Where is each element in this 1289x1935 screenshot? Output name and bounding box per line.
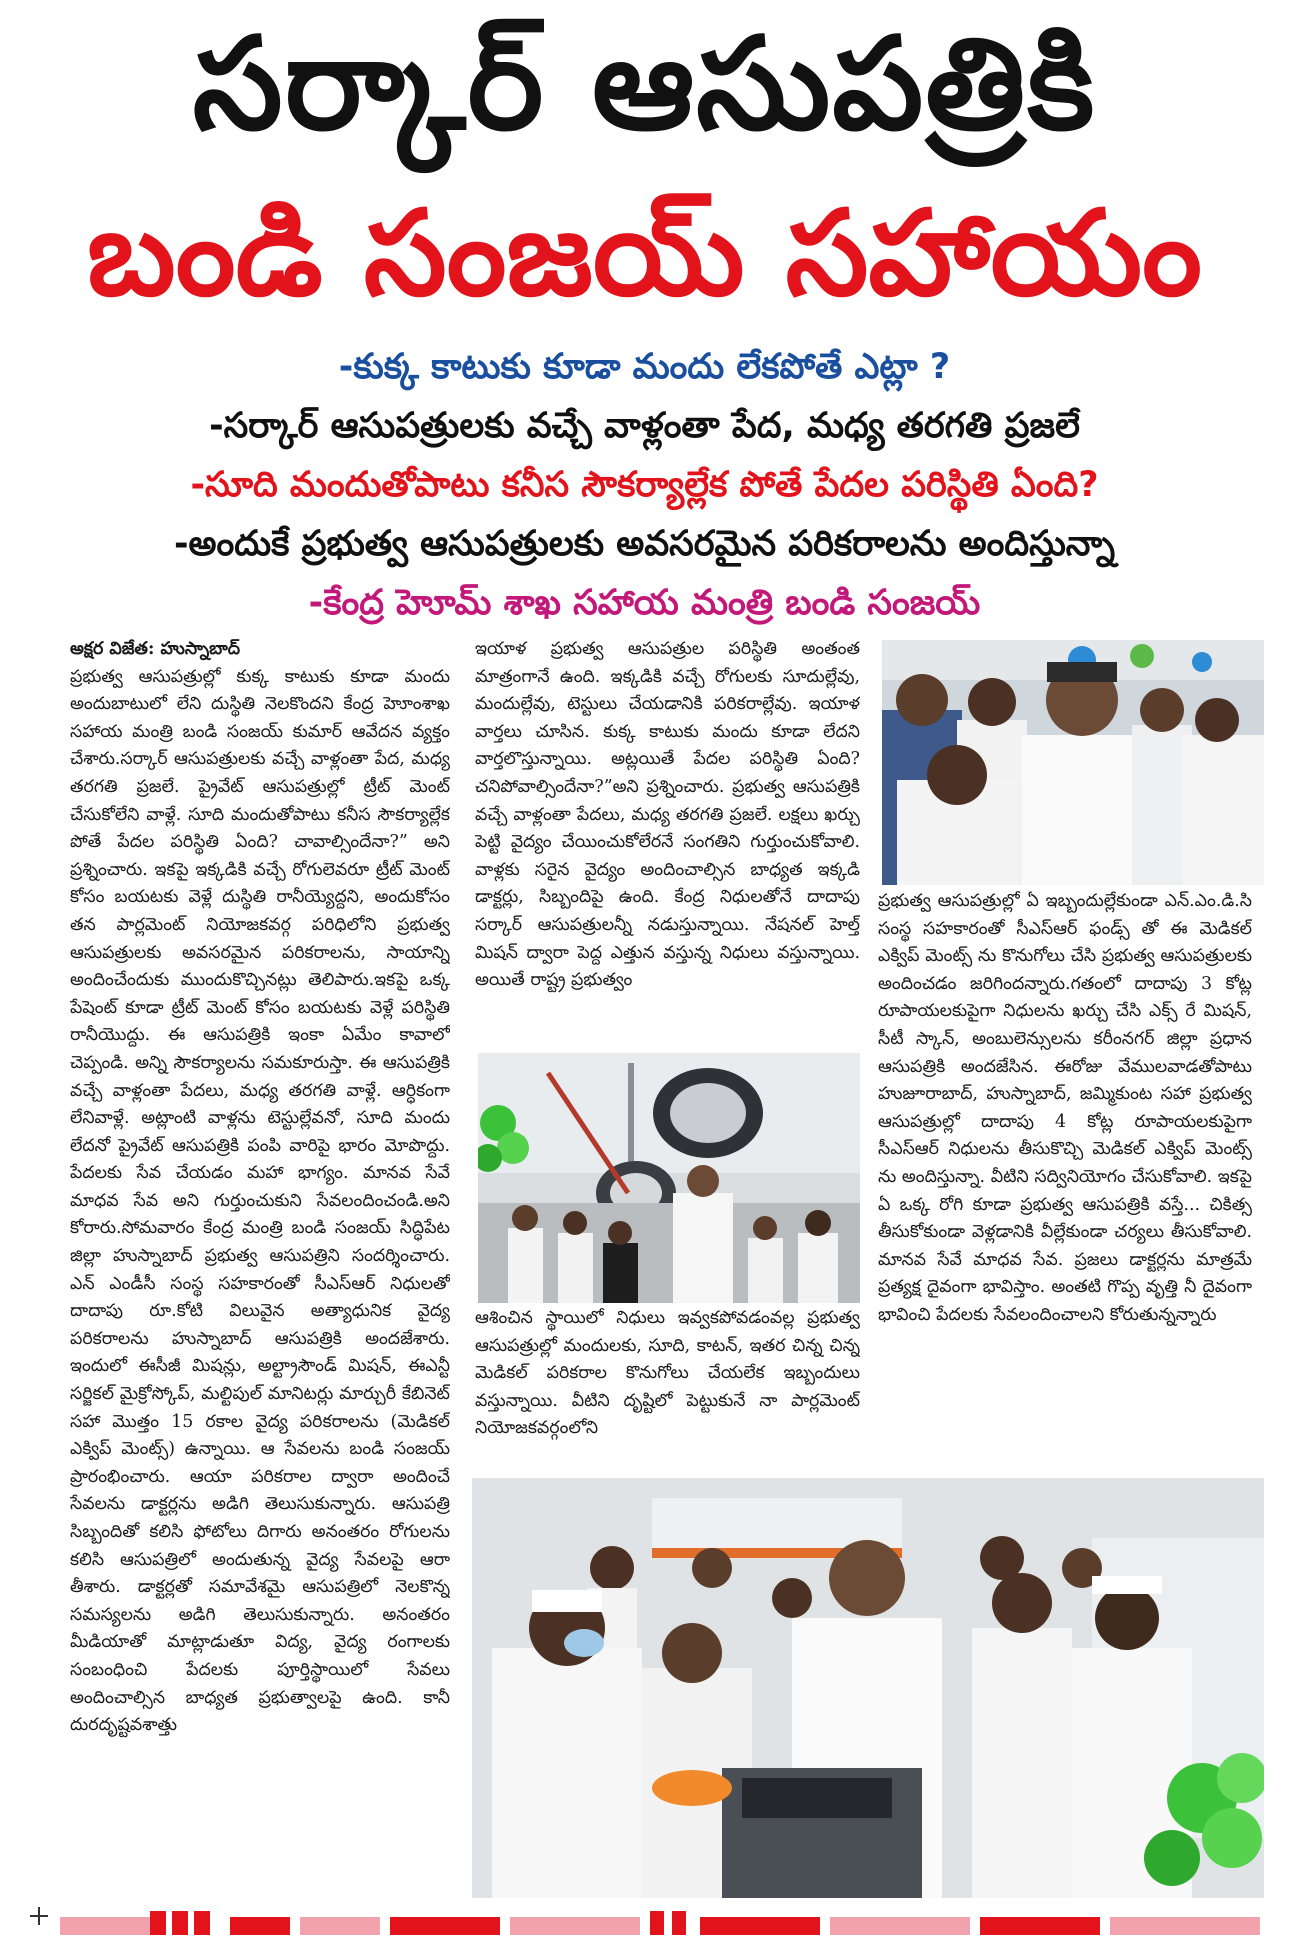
article-column-3-text: ప్రభుత్వ ఆసుపత్రుల్లో ఏ ఇబ్బందుల్లేకుండా ఎన్.ఎం.డి.సి సంస్థ సహకారంతో సీఎస్ఆర్ ఫండ్స్ తో ఈ మెడికల్ ఎక్విప్ మెంట్స్ ను కొనుగోలు చేసి ప్రభుత్వ ఆసుపత్రులకు అందించడం జరిగిందన్నారు.గతంలో దాదాపు 3 కోట్ల రూపాయలకుపైగా నిధులను ఖర్చు చేసి ఎక్స్ రే మిషన్, సీటీ స్కాన్, అంబులెన్సులను కరీంనగర్ జిల్లా ప్రధాన ఆసుపత్రికి అందజేసిన. ఈరోజు వేములవాడతోపాటు హుజూరాబాద్, హుస్నాబాద్, జమ్మికుంట సహా ప్రభుత్వ ఆసుపత్రుల్లో దాదాపు 4 కోట్ల రూపాయలకుపైగా సీఎస్ఆర్ నిధులను తీసుకొచ్చి మెడికల్ ఎక్విప్ మెంట్స్ ను అందిస్తున్నా. వీటిని సద్వినియోగం చేసుకోవాలి. ఇకపై ఏ ఒక్క రోగి కూడా ప్రభుత్వ ఆసుపత్రికి వస్తే... చికిత్స తీసుకోకుండా వెళ్లడానికి వీల్లేకుండా చర్యలు తీసుకోవాలి. మానవ సేవే మాధవ సేవ. ప్రజలు డాక్టర్లను మాత్రమే ప్రత్యక్ష దైవంగా భావిస్తాం. అంతటి గొప్ప వృత్తి నీ దైవంగా భావించి పేదలకు సేవలందించాలని కోరుతున్నన్నారు — [878, 891, 1252, 1325]
photo-equipment-inauguration — [472, 1478, 1264, 1898]
subheading-4: -అందుకే ప్రభుత్వ ఆసుపత్రులకు అవసరమైన పరికరాలను అందిస్తున్నా — [174, 524, 1115, 564]
photo-equipment-inauguration-image — [472, 1478, 1264, 1898]
headline-line-1: సర్కార్ ఆసుపత్రికి — [192, 10, 1097, 159]
bottom-strip-graphic — [0, 1905, 1289, 1935]
subheading-2: -సర్కార్ ఆసుపత్రులకు వచ్చే వాళ్లంతా పేద, మధ్య తరగతి ప్రజలే — [209, 406, 1080, 446]
photo-operation-theatre — [478, 1053, 860, 1303]
photo-minister-with-people-image — [882, 640, 1264, 885]
subheading-5: -కేంద్ర హెూమ్ శాఖ సహాయ మంత్రి బండి సంజయ్ — [308, 583, 981, 623]
photo-minister-with-people — [882, 640, 1264, 885]
subheading-1: -కుక్క కాటుకు కూడా మందు లేకపోతే ఎట్లా ? — [338, 347, 951, 387]
byline: అక్షర విజేత: హుస్నాబాద్ — [70, 639, 241, 659]
article-column-2-bottom-text: ఆశించిన స్థాయిలో నిధులు ఇవ్వకపోవడంవల్ల ప్రభుత్వ ఆసుపత్రుల్లో మందులకు, సూది, కాటన్, ఇతర చిన్న చిన్న మెడికల్ పరికరాల కొనుగోలు చేయలేక ఇబ్బందులు వస్తున్నాయి. వీటిని దృష్టిలో పెట్టుకునే నా పార్లమెంట్ నియోజకవర్గంలోని — [475, 1308, 860, 1439]
headline-line-2: బండి సంజయ్ సహాయం — [87, 184, 1202, 322]
subheadings — [0, 338, 1289, 633]
article-column-3 — [878, 888, 1252, 1448]
bottom-decorative-strip — [0, 1905, 1289, 1935]
article-column-2-top-text: ఇయాళ ప్రభుత్వ ఆసుపత్రుల పరిస్థితి అంతంత మాత్రంగానే ఉంది. ఇక్కడికి వచ్చే రోగులకు సూదుల్లేవు, మందుల్లేవు, టెస్టులు చేయడానికి పరికరాల్లేవు. ఇయాళ వార్తలు చూసిన. కుక్క కాటుకు మందు కూడా లేదని వార్తలొస్తున్నాయి. అట్లయితే పేదల పరిస్థితి ఏంది? చనిపోవాల్సిందేనా?”అని ప్రశ్నించారు. ప్రభుత్వ ఆసుపత్రికి వచ్చే వాళ్లంతా పేదలు, మధ్య తరగతి ప్రజలే. లక్షలు ఖర్చు పెట్టి వైద్యం చేయించుకోలేరనే సంగతిని గుర్తుంచుకోవాలి. వాళ్లకు సరైన వైద్యం అందించాల్సిన బాధ్యత ఇక్కడి డాక్టర్లు, సిబ్బందిపై ఉంది. కేంద్ర నిధులతోనే దాదాపు సర్కార్ ఆసుపత్రులన్నీ నడుస్తున్నాయి. నేషనల్ హెల్త్ మిషన్ ద్వారా పెద్ద ఎత్తున వస్తున్న నిధులు వస్తున్నాయి. అయితే రాష్ట్ర ప్రభుత్వం — [475, 639, 860, 991]
article-column-2-bottom — [475, 1305, 860, 1465]
article-column-1 — [70, 636, 450, 1898]
article-column-2-top — [475, 636, 860, 1048]
article-column-1-text: ప్రభుత్వ ఆసుపత్రుల్లో కుక్క కాటుకు కూడా మందు అందుబాటులో లేని దుస్థితి నెలకొందని కేంద్ర హెూంశాఖ సహాయ మంత్రి బండి సంజయ్ కుమార్ ఆవేదన వ్యక్తం చేశారు.సర్కార్ ఆసుపత్రులకు వచ్చే వాళ్లంతా పేద, మధ్య తరగతి ప్రజలే. ప్రైవేట్ ఆసుపత్రుల్లో ట్రీట్ మెంట్ చేసుకోలేని వాళ్లే. సూది మందుతోపాటు కనీస సౌకర్యాల్లేక పోతే పేదల పరిస్థితి ఏంది? చావాల్సిందేనా?” అని ప్రశ్నించారు. ఇకపై ఇక్కడికి వచ్చే రోగులెవరూ ట్రీట్ మెంట్ కోసం బయటకు వెళ్లే దుస్థితి రానీయ్యెద్దని, అందుకోసం తన పార్లమెంట్ నియోజకవర్గ పరిధిలోని ప్రభుత్వ ఆసుపత్రులకు అవసరమైన పరికరాలను, సాయాన్ని అందించేందుకు ముందుకొచ్చినట్లు తెలిపారు.ఇకపై ఒక్క పేషెంట్ కూడా ట్రీట్ మెంట్ కోసం బయటకు వెళ్లే పరిస్థితి రానీయొద్దు. ఈ ఆసుపత్రికి ఇంకా ఏమేం కావాలో చెప్పండి. అన్ని సౌకర్యాలను సమకూరుస్తా. ఈ ఆసుపత్రికి వచ్చే వాళ్లంతా పేదలు, మధ్య తరగతి వాళ్లే. ఆర్ధికంగా లేనివాళ్లే. అట్లాంటి వాళ్లను టెస్టుల్లేవనో, సూది మందు లేదనో ప్రైవేట్ ఆసుపత్రికి పంపి వారిపై భారం మోపొద్దు. పేదలకు సేవ చేయడం మహా భాగ్యం. మానవ సేవే మాధవ సేవ అని గుర్తుంచుకుని సేవలందించండి.అని కోరారు.సోమవారం కేంద్ర మంత్రి బండి సంజయ్ సిద్ధిపేట జిల్లా హుస్నాబాద్ ప్రభుత్వ ఆసుపత్రిని సందర్శించారు. ఎన్ ఎండీసీ సంస్థ సహకారంతో సీఎస్ఆర్ నిధులతో దాదాపు రూ.కోటి విలువైన అత్యాధునిక వైద్య పరికరాలను హుస్నాబాద్ ఆసుపత్రికి అందజేశారు. ఇందులో ఈసీజీ మిషన్లు, అల్ట్రాసౌండ్ మిషన్, ఈఎన్టీ సర్జికల్ మైక్రోస్కోప్, మల్టిపుల్ మానిటర్లు మార్చురీ కేబినెట్ సహా మొత్తం 15 రకాల వైద్య పరికరాలను (మెడికల్ ఎక్విప్ మెంట్స్) ఉన్నాయి. ఆ సేవలను బండి సంజయ్ ప్రారంభించారు. ఆయా పరికరాల ద్వారా అందించే సేవలను డాక్టర్లను అడిగి తెలుసుకున్నారు. ఆసుపత్రి సిబ్బందితో కలిసి ఫోటోలు దిగారు అనంతరం రోగులను కలిసి ఆసుపత్రిలో అందుతున్న వైద్య సేవలపై ఆరా తీశారు. డాక్టర్లతో సమావేశమై ఆసుపత్రిలో నెలకొన్న సమస్యలను అడిగి తెలుసుకున్నారు. అనంతరం మీడియాతో మాట్లాడుతూ విద్య, వైద్య రంగాలకు సంబంధించి పేదలకు పూర్తిస్థాయిలో సేవలు అందించాల్సిన బాధ్యత ప్రభుత్వాలపై ఉంది. కానీ దురదృష్టవశాత్తు — [70, 666, 450, 1736]
subheading-3: -సూది మందుతోపాటు కనీస సౌకర్యాల్లేక పోతే పేదల పరిస్థితి ఏంది? — [190, 465, 1099, 505]
photo-operation-theatre-image — [478, 1053, 860, 1303]
